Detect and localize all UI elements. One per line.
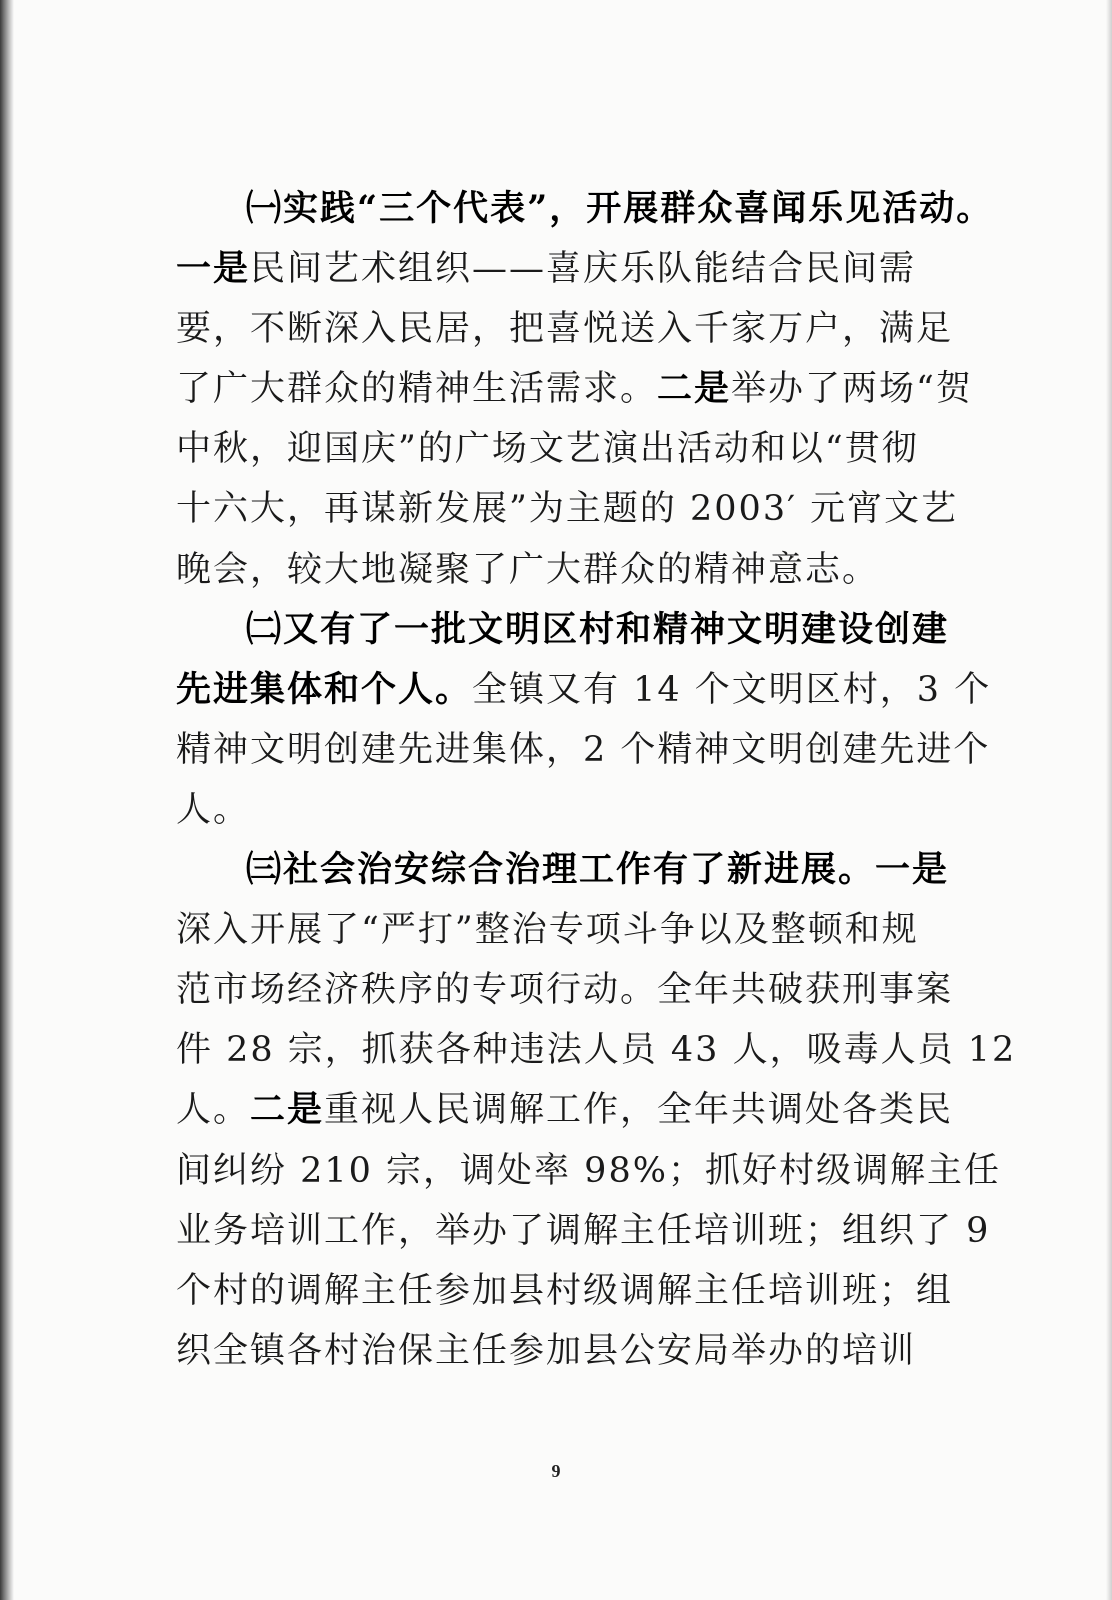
- body-text: [176, 179, 1017, 1381]
- section3-line6: 业务培训工作，举办了调解主任培训班；组织了 9: [176, 1210, 991, 1251]
- section2-line3: 精神文明创建先进集体，2 个精神文明创建先进个: [176, 729, 991, 770]
- section3-line5: 间纠纷 210 宗，调处率 98%；抓好村级调解主任: [176, 1150, 1001, 1191]
- section2-heading: ㈡又有了一批文明区村和精神文明建设创建: [246, 608, 950, 650]
- section1-line2: 要，不断深入民居，把喜悦送入千家万户，满足: [176, 309, 954, 350]
- section2-line4: 人。: [176, 789, 251, 830]
- section1-line5: 十六大，再谋新发展”为主题的 2003′ 元宵文艺: [176, 489, 959, 530]
- section2-line2: 先进集体和个人。全镇又有 14 个文明区村，3 个: [176, 668, 992, 710]
- section1-line1: 一是民间艺术组织——喜庆乐队能结合民间需: [176, 248, 917, 290]
- section3-line2: 范市场经济秩序的专项行动。全年共破获刑事案: [176, 970, 954, 1011]
- section3-heading: ㈢社会治安综合治理工作有了新进展。一是: [246, 849, 950, 891]
- section3-line4: 人。二是重视人民调解工作，全年共调处各类民: [176, 1089, 954, 1131]
- section3-line7: 个村的调解主任参加县村级调解主任培训班；组: [176, 1270, 954, 1311]
- section1-heading: ㈠实践“三个代表”，开展群众喜闻乐见活动。: [246, 188, 994, 229]
- scan-shadow-left: [0, 0, 14, 1600]
- section1-line6: 晚会，较大地凝聚了广大群众的精神意志。: [176, 549, 880, 590]
- section3-line3: 件 28 宗，抓获各种违法人员 43 人，吸毒人员 12: [176, 1030, 1017, 1071]
- section3-line8: 织全镇各村治保主任参加县公安局举办的培训: [176, 1330, 917, 1371]
- section1-line4: 中秋，迎国庆”的广场文艺演出活动和以“贯彻: [176, 429, 919, 470]
- page-number: 9: [551, 1461, 561, 1481]
- section1-line3: 了广大群众的精神生活需求。二是举办了两场“贺: [176, 368, 973, 410]
- section3-line1: 深入开展了“严打”整治专项斗争以及整顿和规: [176, 910, 919, 951]
- scan-shadow-right: [1106, 0, 1112, 1600]
